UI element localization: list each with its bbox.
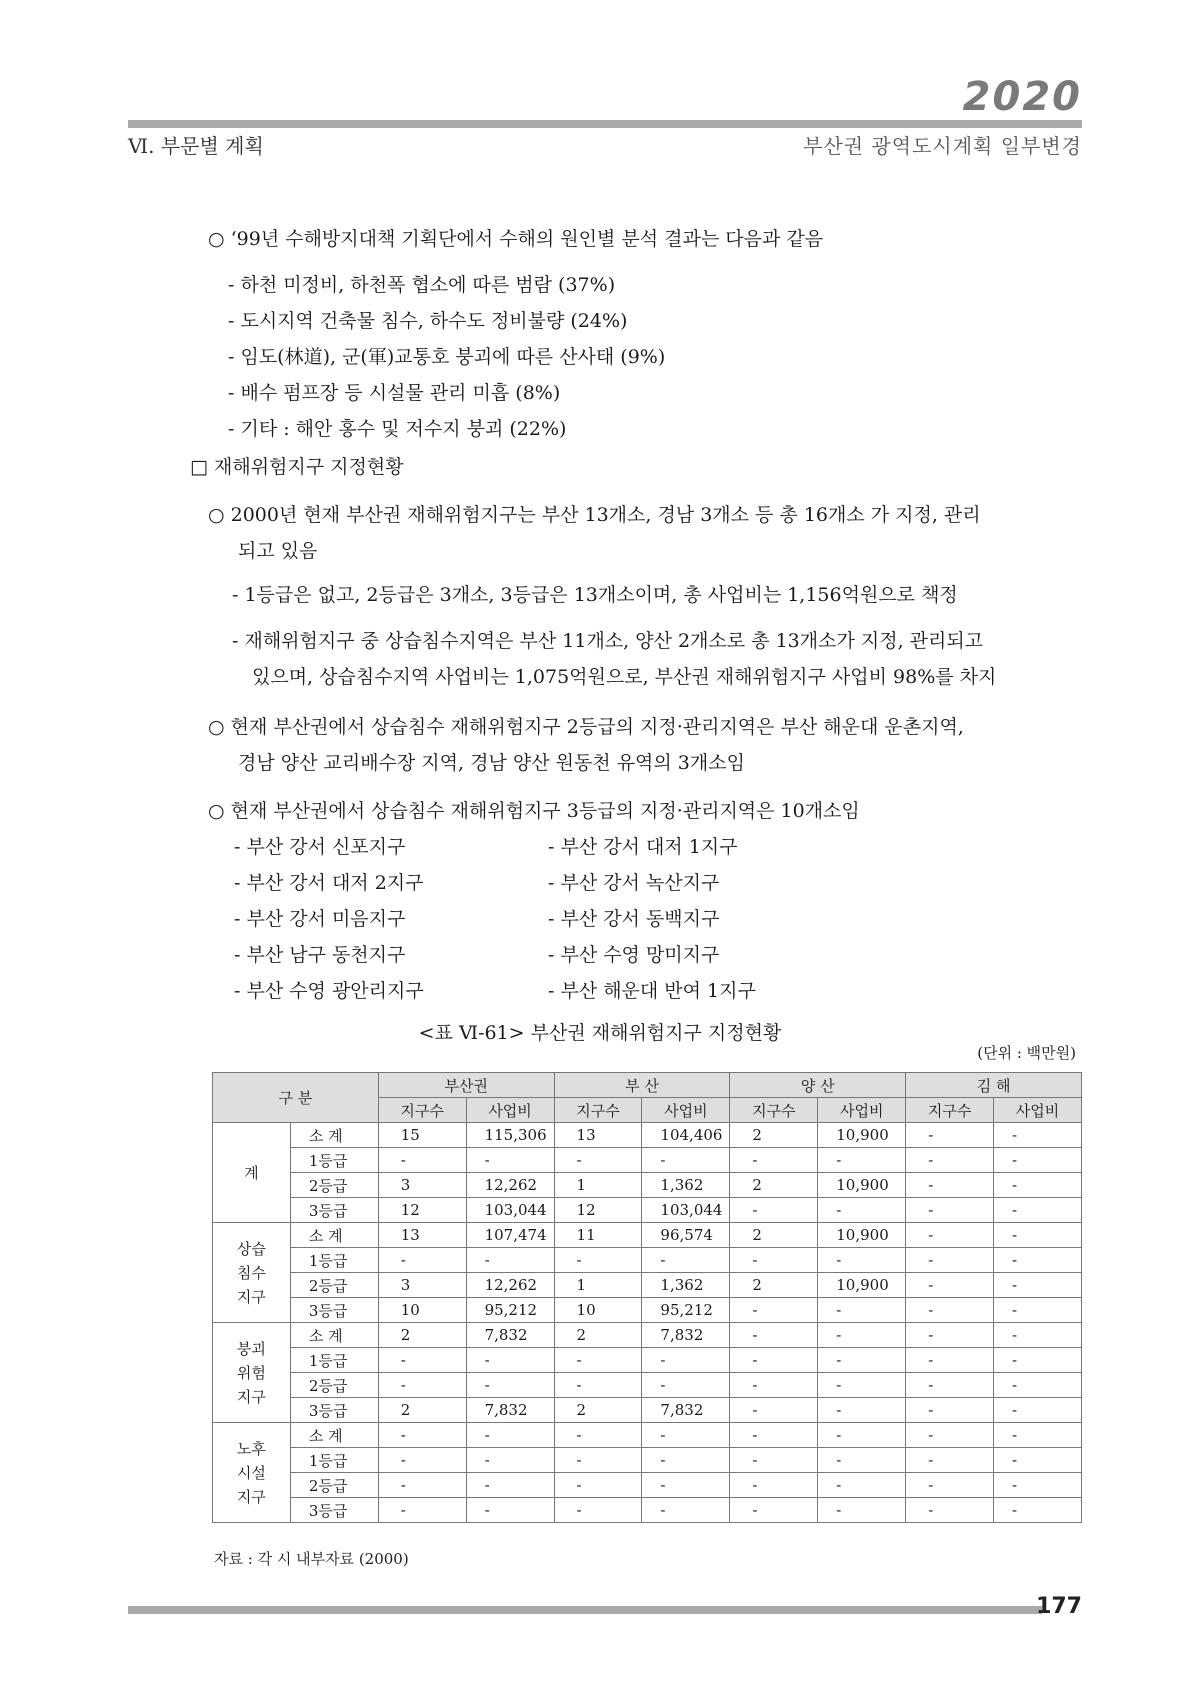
district-count-cell: -	[906, 1198, 994, 1223]
district-count-cell: 2	[730, 1223, 818, 1248]
budget-cell: -	[818, 1323, 906, 1348]
district-count-cell: -	[730, 1298, 818, 1323]
district-count-cell: 2	[554, 1398, 642, 1423]
district-count-cell: -	[730, 1148, 818, 1173]
column-header: 지구수	[554, 1098, 642, 1123]
district-count-cell: 2	[378, 1398, 466, 1423]
column-header: 사업비	[466, 1098, 554, 1123]
document-title: 부산권 광역도시계획 일부변경	[803, 134, 1082, 158]
district-count-cell: 3	[378, 1173, 466, 1198]
district-count-cell: -	[730, 1498, 818, 1523]
district-count-cell: 10	[378, 1298, 466, 1323]
district-count-cell: -	[906, 1123, 994, 1148]
district-count-cell: 3	[378, 1273, 466, 1298]
budget-cell: -	[994, 1248, 1082, 1273]
district-count-cell: -	[554, 1148, 642, 1173]
paragraph-status-line1: ○ 2000년 현재 부산권 재해위험지구는 부산 13개소, 경남 3개소 등 총 16개소 가 지정, 관리	[208, 504, 981, 526]
group-label: 노후 시설 지구	[213, 1423, 291, 1523]
district-count-cell: 15	[378, 1123, 466, 1148]
district-count-cell: -	[378, 1373, 466, 1398]
budget-cell: -	[994, 1223, 1082, 1248]
budget-cell: -	[818, 1148, 906, 1173]
budget-cell: -	[642, 1423, 730, 1448]
budget-cell: 103,044	[642, 1198, 730, 1223]
district-count-cell: -	[554, 1448, 642, 1473]
table-row	[213, 1348, 1082, 1373]
row-label: 2등급	[290, 1373, 378, 1398]
budget-cell: -	[818, 1373, 906, 1398]
district-count-cell: -	[906, 1348, 994, 1373]
budget-cell: 7,832	[642, 1398, 730, 1423]
budget-cell: -	[642, 1148, 730, 1173]
district-count-cell: 2	[730, 1273, 818, 1298]
budget-cell: -	[466, 1423, 554, 1448]
district-count-cell: -	[378, 1148, 466, 1173]
budget-cell: 104,406	[642, 1123, 730, 1148]
group-label: 계	[213, 1123, 291, 1223]
district-item: - 부산 해운대 반여 1지구	[548, 980, 756, 1002]
row-label: 1등급	[290, 1248, 378, 1273]
budget-cell: 7,832	[642, 1323, 730, 1348]
district-count-cell: -	[730, 1423, 818, 1448]
budget-cell: -	[466, 1248, 554, 1273]
budget-cell: -	[818, 1448, 906, 1473]
region-header: 부 산	[554, 1073, 730, 1098]
budget-cell: 103,044	[466, 1198, 554, 1223]
budget-cell: 10,900	[818, 1273, 906, 1298]
column-header: 지구수	[378, 1098, 466, 1123]
budget-cell: -	[642, 1498, 730, 1523]
budget-cell: -	[994, 1448, 1082, 1473]
column-header: 지구수	[730, 1098, 818, 1123]
budget-cell: -	[994, 1423, 1082, 1448]
row-label: 3등급	[290, 1498, 378, 1523]
district-count-cell: 13	[554, 1123, 642, 1148]
list-item-cause: - 임도(林道), 군(軍)교통호 붕괴에 따른 산사태 (9%)	[228, 346, 666, 368]
budget-cell: -	[466, 1498, 554, 1523]
budget-cell: -	[994, 1323, 1082, 1348]
hazard-district-table	[212, 1072, 1082, 1523]
list-item-cause: - 배수 펌프장 등 시설물 관리 미흡 (8%)	[228, 382, 561, 404]
group-label: 상습 침수 지구	[213, 1223, 291, 1323]
paragraph-grade3: ○ 현재 부산권에서 상습침수 재해위험지구 3등급의 지정·관리지역은 10개소임	[208, 800, 860, 822]
budget-cell: -	[466, 1448, 554, 1473]
table-row	[213, 1398, 1082, 1423]
district-count-cell: -	[730, 1448, 818, 1473]
district-count-cell: -	[906, 1473, 994, 1498]
table-caption: <표 Ⅵ-61> 부산권 재해위험지구 지정현황	[418, 1022, 782, 1044]
chapter-title: Ⅵ. 부문별 계획	[128, 134, 264, 158]
district-count-cell: -	[730, 1348, 818, 1373]
district-count-cell: -	[378, 1423, 466, 1448]
district-count-cell: -	[906, 1398, 994, 1423]
budget-cell: -	[994, 1123, 1082, 1148]
district-count-cell: 11	[554, 1223, 642, 1248]
row-label: 소 계	[290, 1223, 378, 1248]
page-number: 177	[1036, 1594, 1082, 1619]
budget-cell: 96,574	[642, 1223, 730, 1248]
table-row	[213, 1223, 1082, 1248]
budget-cell: -	[818, 1423, 906, 1448]
row-label: 2등급	[290, 1273, 378, 1298]
budget-cell: -	[818, 1298, 906, 1323]
list-item-grade: - 1등급은 없고, 2등급은 3개소, 3등급은 13개소이며, 총 사업비는 1,156억원으로 책정	[232, 584, 958, 606]
budget-cell: -	[994, 1398, 1082, 1423]
district-count-cell: -	[906, 1423, 994, 1448]
budget-cell: 1,362	[642, 1273, 730, 1298]
budget-cell: -	[994, 1373, 1082, 1398]
budget-cell: 12,262	[466, 1173, 554, 1198]
district-count-cell: 2	[730, 1173, 818, 1198]
paragraph-cause-analysis: ○ ‘99년 수해방지대책 기획단에서 수해의 원인별 분석 결과는 다음과 같음	[208, 228, 824, 250]
table-row	[213, 1323, 1082, 1348]
district-count-cell: -	[554, 1498, 642, 1523]
section-heading: □ 재해위험지구 지정현황	[190, 456, 404, 478]
budget-cell: -	[642, 1248, 730, 1273]
table-unit: (단위 : 백만원)	[977, 1044, 1076, 1062]
list-item-flood-line2: 있으며, 상습침수지역 사업비는 1,075억원으로, 부산권 재해위험지구 사업비 98%를 차지	[252, 666, 997, 688]
budget-cell: -	[994, 1198, 1082, 1223]
district-count-cell: -	[906, 1248, 994, 1273]
district-count-cell: 10	[554, 1298, 642, 1323]
district-count-cell: -	[554, 1373, 642, 1398]
budget-cell: 95,212	[466, 1298, 554, 1323]
budget-cell: 10,900	[818, 1123, 906, 1148]
budget-cell: -	[994, 1473, 1082, 1498]
budget-cell: 95,212	[642, 1298, 730, 1323]
budget-cell: -	[818, 1498, 906, 1523]
district-count-cell: -	[378, 1348, 466, 1373]
table-body	[213, 1123, 1082, 1523]
budget-cell: -	[466, 1473, 554, 1498]
table-row	[213, 1298, 1082, 1323]
district-count-cell: -	[906, 1323, 994, 1348]
budget-cell: -	[818, 1398, 906, 1423]
row-label: 2등급	[290, 1473, 378, 1498]
paragraph-grade2-line2: 경남 양산 교리배수장 지역, 경남 양산 원동천 유역의 3개소임	[238, 752, 745, 774]
year-mark: 2020	[962, 74, 1082, 120]
list-item-flood-line1: - 재해위험지구 중 상습침수지역은 부산 11개소, 양산 2개소로 총 13개소가 지정, 관리되고	[232, 630, 984, 652]
budget-cell: -	[818, 1248, 906, 1273]
district-count-cell: -	[378, 1498, 466, 1523]
budget-cell: -	[466, 1148, 554, 1173]
region-header: 양 산	[730, 1073, 906, 1098]
paragraph-grade2-line1: ○ 현재 부산권에서 상습침수 재해위험지구 2등급의 지정·관리지역은 부산 해운대 운촌지역,	[208, 716, 964, 738]
column-header: 사업비	[818, 1098, 906, 1123]
district-item: - 부산 남구 동천지구	[234, 944, 406, 966]
budget-cell: 107,474	[466, 1223, 554, 1248]
district-count-cell: -	[378, 1248, 466, 1273]
region-header: 부산권	[378, 1073, 554, 1098]
district-count-cell: 12	[554, 1198, 642, 1223]
budget-cell: -	[994, 1148, 1082, 1173]
row-label: 1등급	[290, 1148, 378, 1173]
district-item: - 부산 강서 동백지구	[548, 908, 720, 930]
budget-cell: -	[466, 1373, 554, 1398]
district-count-cell: -	[906, 1148, 994, 1173]
district-count-cell: -	[906, 1498, 994, 1523]
list-item-cause: - 도시지역 건축물 침수, 하수도 정비불량 (24%)	[228, 310, 628, 332]
budget-cell: 10,900	[818, 1173, 906, 1198]
district-count-cell: -	[554, 1473, 642, 1498]
row-label: 3등급	[290, 1298, 378, 1323]
row-label: 소 계	[290, 1323, 378, 1348]
row-label: 1등급	[290, 1348, 378, 1373]
budget-cell: -	[642, 1448, 730, 1473]
budget-cell: -	[818, 1198, 906, 1223]
region-header: 김 해	[906, 1073, 1082, 1098]
budget-cell: -	[994, 1173, 1082, 1198]
district-count-cell: -	[906, 1448, 994, 1473]
table-row	[213, 1273, 1082, 1298]
group-label: 붕괴 위험 지구	[213, 1323, 291, 1423]
list-item-cause: - 하천 미정비, 하천폭 협소에 따른 범람 (37%)	[228, 274, 616, 296]
district-count-cell: -	[730, 1398, 818, 1423]
row-label: 3등급	[290, 1198, 378, 1223]
budget-cell: -	[466, 1348, 554, 1373]
district-count-cell: 2	[730, 1123, 818, 1148]
district-count-cell: -	[906, 1223, 994, 1248]
district-count-cell: 12	[378, 1198, 466, 1223]
district-count-cell: -	[906, 1373, 994, 1398]
table-row	[213, 1173, 1082, 1198]
district-count-cell: -	[906, 1273, 994, 1298]
budget-cell: -	[994, 1273, 1082, 1298]
district-item: - 부산 강서 신포지구	[234, 836, 406, 858]
row-label: 소 계	[290, 1123, 378, 1148]
district-count-cell: -	[554, 1423, 642, 1448]
footer-rule	[128, 1606, 1042, 1614]
budget-cell: -	[994, 1498, 1082, 1523]
paragraph-status-line2: 되고 있음	[238, 540, 318, 562]
district-item: - 부산 수영 광안리지구	[234, 980, 424, 1002]
district-count-cell: 1	[554, 1273, 642, 1298]
table-row	[213, 1198, 1082, 1223]
row-label: 2등급	[290, 1173, 378, 1198]
district-count-cell: -	[378, 1448, 466, 1473]
district-count-cell: 1	[554, 1173, 642, 1198]
district-count-cell: -	[906, 1173, 994, 1198]
district-item: - 부산 강서 대저 2지구	[234, 872, 424, 894]
table-corner-header: 구 분	[213, 1073, 379, 1123]
district-count-cell: 2	[378, 1323, 466, 1348]
table-row	[213, 1473, 1082, 1498]
district-count-cell: 13	[378, 1223, 466, 1248]
budget-cell: -	[818, 1473, 906, 1498]
district-count-cell: 2	[554, 1323, 642, 1348]
budget-cell: 115,306	[466, 1123, 554, 1148]
table-source: 자료 : 각 시 내부자료 (2000)	[214, 1550, 409, 1568]
district-count-cell: -	[730, 1248, 818, 1273]
table-row	[213, 1423, 1082, 1448]
district-count-cell: -	[378, 1473, 466, 1498]
district-count-cell: -	[554, 1348, 642, 1373]
table-row	[213, 1373, 1082, 1398]
district-count-cell: -	[730, 1198, 818, 1223]
district-item: - 부산 강서 녹산지구	[548, 872, 720, 894]
row-label: 소 계	[290, 1423, 378, 1448]
list-item-cause: - 기타 : 해안 홍수 및 저수지 붕괴 (22%)	[228, 418, 567, 440]
table-row	[213, 1148, 1082, 1173]
table-row	[213, 1123, 1082, 1148]
budget-cell: 7,832	[466, 1323, 554, 1348]
budget-cell: -	[642, 1348, 730, 1373]
district-count-cell: -	[554, 1248, 642, 1273]
column-header: 사업비	[642, 1098, 730, 1123]
column-header: 사업비	[994, 1098, 1082, 1123]
column-header: 지구수	[906, 1098, 994, 1123]
header-rule	[128, 120, 1082, 128]
table-row	[213, 1448, 1082, 1473]
district-count-cell: -	[730, 1473, 818, 1498]
budget-cell: -	[642, 1473, 730, 1498]
budget-cell: -	[994, 1348, 1082, 1373]
row-label: 1등급	[290, 1448, 378, 1473]
budget-cell: 12,262	[466, 1273, 554, 1298]
table-row	[213, 1248, 1082, 1273]
budget-cell: -	[818, 1348, 906, 1373]
budget-cell: 10,900	[818, 1223, 906, 1248]
district-item: - 부산 강서 미음지구	[234, 908, 406, 930]
row-label: 3등급	[290, 1398, 378, 1423]
budget-cell: -	[994, 1298, 1082, 1323]
budget-cell: 1,362	[642, 1173, 730, 1198]
budget-cell: 7,832	[466, 1398, 554, 1423]
district-count-cell: -	[730, 1323, 818, 1348]
district-count-cell: -	[730, 1373, 818, 1398]
table-row	[213, 1498, 1082, 1523]
district-item: - 부산 수영 망미지구	[548, 944, 720, 966]
district-item: - 부산 강서 대저 1지구	[548, 836, 738, 858]
budget-cell: -	[642, 1373, 730, 1398]
district-count-cell: -	[906, 1298, 994, 1323]
